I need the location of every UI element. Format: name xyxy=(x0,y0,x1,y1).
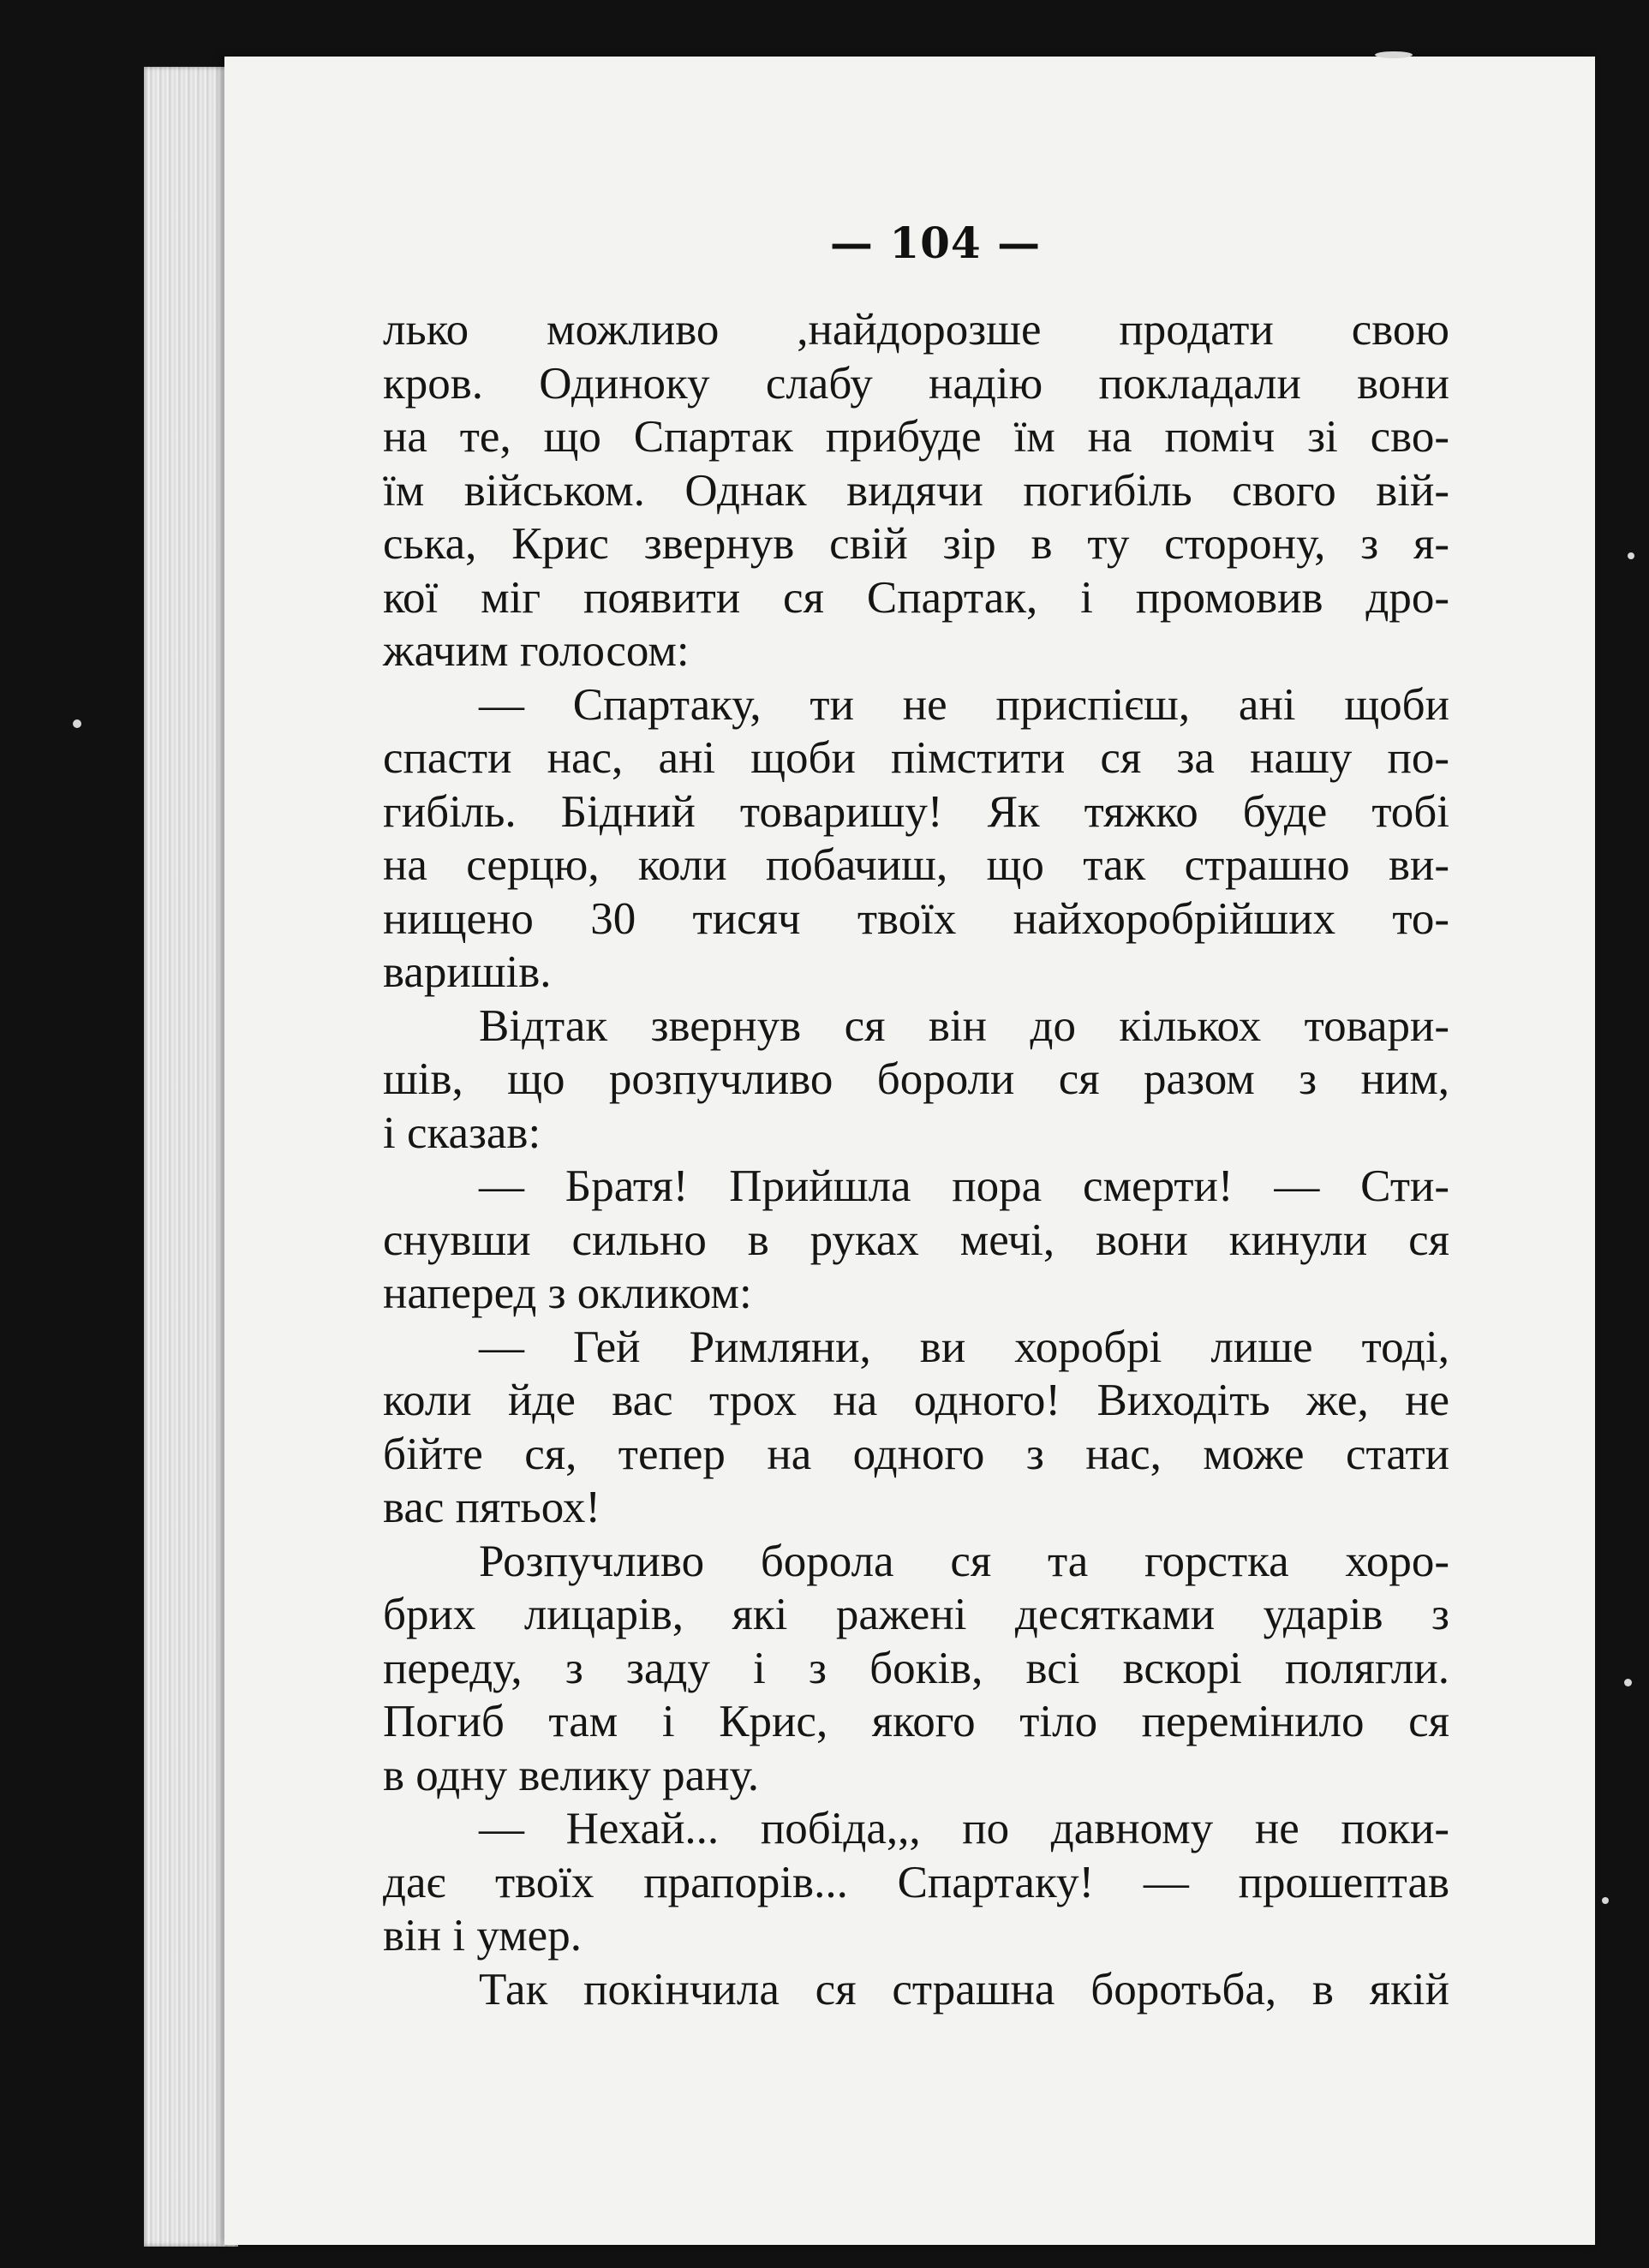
book-page xyxy=(224,57,1595,2245)
text-line: — Гей Римляни, ви хоробрі лише тоді, xyxy=(479,1322,1449,1372)
text-line: на те, що Спартак прибуде їм на поміч зі сво- xyxy=(383,412,1449,462)
text-line: лько можливо ,найдорозше продати свою xyxy=(383,305,1449,355)
text-line: їм військом. Однак видячи погибіль свого вій- xyxy=(383,465,1449,516)
text-line: брих лицарів, які ражені десятками ударів з xyxy=(383,1590,1449,1639)
dust-speck xyxy=(1375,51,1413,58)
text-line: шів, що розпучливо бороли ся разом з ним, xyxy=(383,1054,1449,1104)
text-line: спасти нас, ані щоби пімстити ся за нашу по- xyxy=(383,733,1449,783)
text-line: на серцю, коли побачиш, що так страшно ви- xyxy=(383,840,1449,890)
text-line: кої міг появити ся Спартак, і промовив дро- xyxy=(383,572,1449,623)
text-line: дає твоїх прапорів... Спартаку! — прошептав xyxy=(383,1857,1449,1907)
text-line: наперед з окликом: xyxy=(383,1268,752,1318)
text-line: нищено 30 тисяч твоїх найхоробрійших то- xyxy=(383,893,1449,944)
text-line: варишів. xyxy=(383,947,552,997)
dust-speck xyxy=(73,719,81,728)
dust-speck xyxy=(1602,1897,1609,1904)
text-line: — Братя! Прийшла пора смерти! — Сти- xyxy=(479,1161,1449,1211)
text-line: Так покінчила ся страшна боротьба, в якій xyxy=(479,1964,1449,2014)
text-line: Розпучливо борола ся та горстка хоро- xyxy=(479,1536,1449,1586)
text-line: бійте ся, тепер на одного з нас, може стати xyxy=(383,1429,1449,1479)
page-body-text xyxy=(383,303,1449,2016)
page-number: — 104 — xyxy=(829,218,1042,268)
text-line: вас пятьох! xyxy=(383,1483,601,1532)
text-line: — Нехай... побіда,,, по давному не поки- xyxy=(479,1804,1449,1853)
text-line: коли йде вас трох на одного! Виходіть же, не xyxy=(383,1376,1449,1425)
text-line: — Спартаку, ти не приспієш, ані щоби xyxy=(479,679,1449,730)
text-line: в одну велику рану. xyxy=(383,1750,759,1800)
text-line: ська, Крис звернув свій зір в ту сторону, з я- xyxy=(383,519,1449,569)
dust-speck xyxy=(1624,1679,1632,1686)
text-line: переду, з заду і з боків, всі вскорі полягли. xyxy=(383,1643,1449,1693)
text-line: жачим голосом: xyxy=(383,626,690,676)
text-line: він і умер. xyxy=(383,1911,582,1961)
text-line: Погиб там і Крис, якого тіло перемінило ся xyxy=(383,1697,1449,1746)
text-line: снувши сильно в руках мечі, вони кинули ся xyxy=(383,1215,1449,1265)
text-line: гибіль. Бідний товаришу! Як тяжко буде тобі xyxy=(383,786,1449,837)
text-line: Відтак звернув ся він до кількох товари- xyxy=(479,1000,1449,1051)
dust-speck xyxy=(1628,552,1634,559)
text-line: кров. Одиноку слабу надію покладали вони xyxy=(383,358,1449,409)
text-line: і сказав: xyxy=(383,1107,541,1158)
